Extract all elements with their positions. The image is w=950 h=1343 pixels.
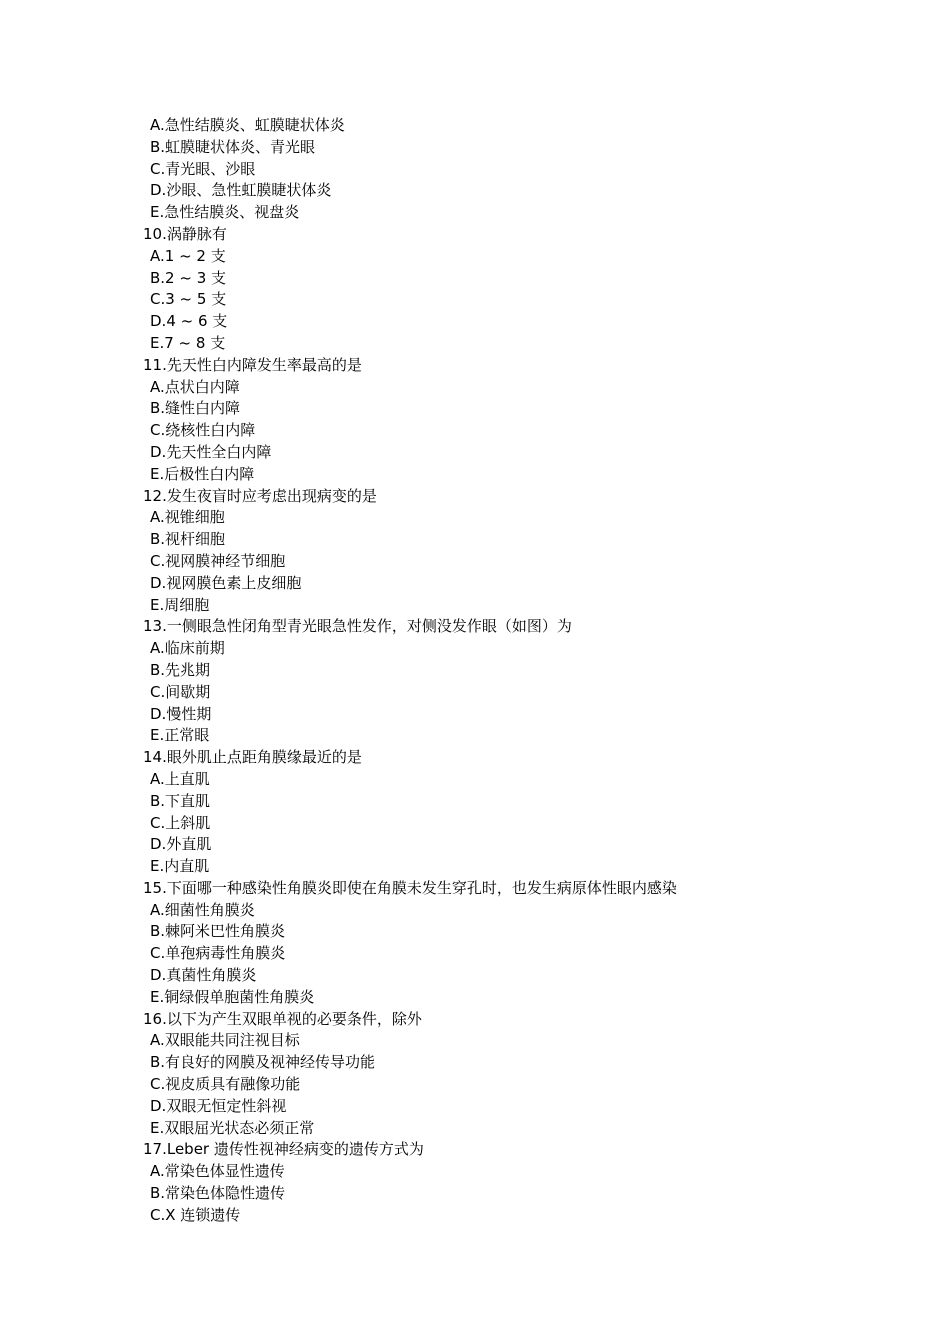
option-line: B.棘阿米巴性角膜炎 <box>150 922 286 941</box>
option-line: E.正常眼 <box>150 726 210 745</box>
option-line: D.外直肌 <box>150 835 212 854</box>
question-line: 11.先天性白内障发生率最高的是 <box>143 355 362 374</box>
question-line: 14.眼外肌止点距角膜缘最近的是 <box>143 748 362 767</box>
option-line: C.青光眼、沙眼 <box>150 159 256 178</box>
option-line: B.先兆期 <box>150 660 211 679</box>
option-line: B.缝性白内障 <box>150 399 241 418</box>
option-line: B.常染色体隐性遗传 <box>150 1184 286 1203</box>
question-line: 15.下面哪一种感染性角膜炎即使在角膜未发生穿孔时，也发生病原体性眼内感染 <box>143 878 677 897</box>
document-page <box>0 115 950 1227</box>
option-line: E.铜绿假单胞菌性角膜炎 <box>150 987 315 1006</box>
option-line: D.沙眼、急性虹膜睫状体炎 <box>150 181 332 200</box>
option-line: A.1 ~ 2 支 <box>150 246 226 265</box>
option-line: B.2 ~ 3 支 <box>150 268 227 287</box>
option-line: A.上直肌 <box>150 769 210 788</box>
option-line: C.绕核性白内障 <box>150 421 256 440</box>
option-line: A.常染色体显性遗传 <box>150 1162 285 1181</box>
option-line: E.内直肌 <box>150 857 210 876</box>
option-line: B.有良好的网膜及视神经传导功能 <box>150 1053 376 1072</box>
option-line: B.下直肌 <box>150 791 211 810</box>
question-line: 16.以下为产生双眼单视的必要条件，除外 <box>143 1009 422 1028</box>
option-line: A.视锥细胞 <box>150 508 225 527</box>
option-line: E.后极性白内障 <box>150 464 255 483</box>
option-line: A.双眼能共同注视目标 <box>150 1031 300 1050</box>
question-line: 10.涡静脉有 <box>143 224 227 243</box>
option-line: C.视皮质具有融像功能 <box>150 1075 301 1094</box>
option-line: B.虹膜睫状体炎、青光眼 <box>150 137 316 156</box>
option-line: C.间歇期 <box>150 682 211 701</box>
option-line: A.急性结膜炎、虹膜睫状体炎 <box>150 116 345 134</box>
option-line: D.慢性期 <box>150 704 212 723</box>
option-line: C.单孢病毒性角膜炎 <box>150 944 286 963</box>
option-line: C.X 连锁遗传 <box>150 1205 241 1224</box>
option-line: E.急性结膜炎、视盘炎 <box>150 203 300 222</box>
option-line: A.细菌性角膜炎 <box>150 900 255 919</box>
option-line: D.双眼无恒定性斜视 <box>150 1096 287 1115</box>
option-line: D.视网膜色素上皮细胞 <box>150 573 302 592</box>
question-line: 13.一侧眼急性闭角型青光眼急性发作，对侧没发作眼（如图）为 <box>143 617 572 636</box>
option-line: E.周细胞 <box>150 595 210 614</box>
option-line: D.先天性全白内障 <box>150 442 272 461</box>
question-line: 12.发生夜盲时应考虑出现病变的是 <box>143 486 377 505</box>
option-line: C.视网膜神经节细胞 <box>150 551 286 570</box>
option-line: B.视杆细胞 <box>150 530 226 549</box>
option-line: A.临床前期 <box>150 639 225 658</box>
option-line: D.4 ~ 6 支 <box>150 312 228 331</box>
option-line: E.双眼屈光状态必须正常 <box>150 1118 315 1137</box>
question-line: 17.Leber 遗传性视神经病变的遗传方式为 <box>143 1140 424 1159</box>
option-line: D.真菌性角膜炎 <box>150 966 257 985</box>
option-line: C.上斜肌 <box>150 813 211 832</box>
option-line: C.3 ~ 5 支 <box>150 290 227 309</box>
option-line: A.点状白内障 <box>150 377 240 396</box>
option-line: E.7 ~ 8 支 <box>150 333 226 352</box>
